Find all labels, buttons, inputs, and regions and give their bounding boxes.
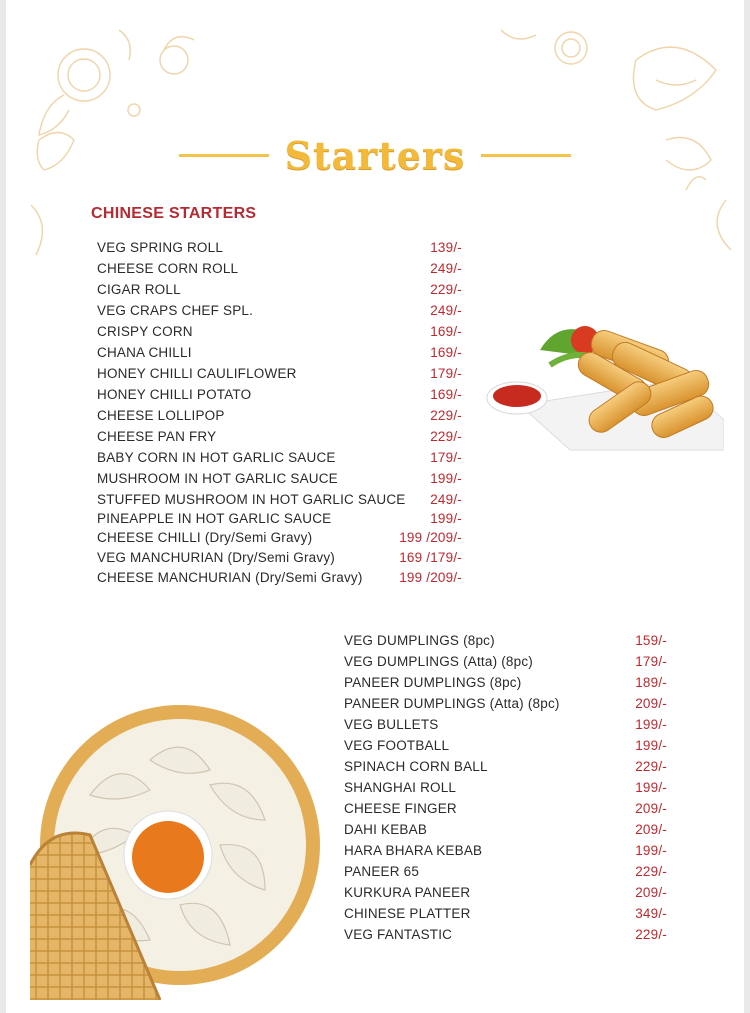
- item-price: 249/-: [430, 492, 462, 507]
- menu-item: [97, 303, 462, 323]
- menu-item: [344, 633, 667, 653]
- item-name: VEG CRAPS CHEF SPL.: [97, 303, 254, 318]
- item-price: 199/-: [635, 780, 667, 795]
- menu-item: [97, 492, 462, 512]
- item-price: 199 /209/-: [399, 570, 462, 585]
- menu-item: [97, 550, 462, 570]
- item-name: VEG BULLETS: [344, 717, 439, 732]
- menu-item: [97, 570, 462, 590]
- item-name: CHEESE CHILLI (Dry/Semi Gravy): [97, 530, 313, 545]
- item-price: 209/-: [635, 696, 667, 711]
- item-name: CRISPY CORN: [97, 324, 193, 339]
- item-price: 199/-: [635, 738, 667, 753]
- menu-item: [97, 530, 462, 550]
- item-price: 169/-: [430, 324, 462, 339]
- menu-item: [344, 864, 667, 884]
- menu-item: [97, 240, 462, 260]
- menu-item: [344, 696, 667, 716]
- menu-item: [344, 717, 667, 737]
- vegetable-doodle-icon: [696, 195, 736, 255]
- item-price: 249/-: [430, 303, 462, 318]
- item-price: 169/-: [430, 387, 462, 402]
- menu-item: [97, 324, 462, 344]
- item-name: VEG FANTASTIC: [344, 927, 453, 942]
- menu-item: [344, 801, 667, 821]
- menu-item: [344, 654, 667, 674]
- item-price: 249/-: [430, 261, 462, 276]
- vegetable-doodle-icon: [26, 200, 56, 260]
- item-name: CHANA CHILLI: [97, 345, 192, 360]
- title-banner: [6, 130, 744, 180]
- item-price: 229/-: [635, 927, 667, 942]
- item-name: CHINESE PLATTER: [344, 906, 471, 921]
- item-price: 229/-: [430, 408, 462, 423]
- item-price: 169 /179/-: [399, 550, 462, 565]
- menu-item: [344, 780, 667, 800]
- item-name: VEG DUMPLINGS (Atta) (8pc): [344, 654, 533, 669]
- menu-item: [97, 471, 462, 491]
- item-name: SHANGHAI ROLL: [344, 780, 457, 795]
- item-name: HARA BHARA KEBAB: [344, 843, 483, 858]
- menu-item: [97, 345, 462, 365]
- menu-item: [97, 261, 462, 281]
- menu-item: [97, 282, 462, 302]
- menu-page: [6, 0, 744, 1013]
- item-price: 199 /209/-: [399, 530, 462, 545]
- item-name: STUFFED MUSHROOM IN HOT GARLIC SAUCE: [97, 492, 406, 507]
- item-name: HONEY CHILLI CAULIFLOWER: [97, 366, 297, 381]
- item-name: CIGAR ROLL: [97, 282, 181, 297]
- menu-item: [97, 366, 462, 386]
- menu-item: [344, 843, 667, 863]
- menu-item: [97, 450, 462, 470]
- title-divider-right: [481, 154, 571, 157]
- item-name: PINEAPPLE IN HOT GARLIC SAUCE: [97, 511, 332, 526]
- item-price: 199/-: [635, 717, 667, 732]
- item-price: 179/-: [635, 654, 667, 669]
- item-name: VEG MANCHURIAN (Dry/Semi Gravy): [97, 550, 335, 565]
- item-price: 139/-: [430, 240, 462, 255]
- item-name: VEG DUMPLINGS (8pc): [344, 633, 495, 648]
- menu-item: [344, 906, 667, 926]
- item-name: CHEESE CORN ROLL: [97, 261, 239, 276]
- item-price: 229/-: [430, 429, 462, 444]
- item-price: 169/-: [430, 345, 462, 360]
- item-name: VEG SPRING ROLL: [97, 240, 224, 255]
- menu-item: [344, 738, 667, 758]
- menu-item: [344, 675, 667, 695]
- item-name: PANEER DUMPLINGS (8pc): [344, 675, 522, 690]
- item-name: DAHI KEBAB: [344, 822, 428, 837]
- item-price: 229/-: [430, 282, 462, 297]
- section-heading: CHINESE STARTERS: [91, 205, 257, 222]
- dumpling-steamer-photo: [30, 705, 320, 1000]
- item-name: CHEESE PAN FRY: [97, 429, 217, 444]
- menu-item: [344, 822, 667, 842]
- item-price: 199/-: [430, 511, 462, 526]
- item-name: CHEESE FINGER: [344, 801, 457, 816]
- item-name: MUSHROOM IN HOT GARLIC SAUCE: [97, 471, 338, 486]
- title-divider-left: [179, 154, 269, 157]
- menu-item: [344, 759, 667, 779]
- menu-item: [344, 927, 667, 947]
- item-price: 209/-: [635, 885, 667, 900]
- item-name: PANEER DUMPLINGS (Atta) (8pc): [344, 696, 560, 711]
- menu-item: [97, 387, 462, 407]
- item-price: 179/-: [430, 450, 462, 465]
- item-price: 189/-: [635, 675, 667, 690]
- item-name: BABY CORN IN HOT GARLIC SAUCE: [97, 450, 336, 465]
- menu-item: [97, 511, 462, 531]
- item-name: VEG FOOTBALL: [344, 738, 450, 753]
- menu-item: [344, 885, 667, 905]
- item-price: 229/-: [635, 864, 667, 879]
- item-name: KURKURA PANEER: [344, 885, 471, 900]
- item-price: 199/-: [635, 843, 667, 858]
- item-name: CHEESE LOLLIPOP: [97, 408, 225, 423]
- menu-item: [97, 429, 462, 449]
- item-price: 199/-: [430, 471, 462, 486]
- item-price: 209/-: [635, 801, 667, 816]
- item-price: 179/-: [430, 366, 462, 381]
- item-price: 209/-: [635, 822, 667, 837]
- item-name: CHEESE MANCHURIAN (Dry/Semi Gravy): [97, 570, 363, 585]
- item-price: 159/-: [635, 633, 667, 648]
- item-price: 229/-: [635, 759, 667, 774]
- item-name: SPINACH CORN BALL: [344, 759, 488, 774]
- spring-roll-photo: [480, 310, 724, 460]
- menu-item: [97, 408, 462, 428]
- item-price: 349/-: [635, 906, 667, 921]
- item-name: HONEY CHILLI POTATO: [97, 387, 252, 402]
- item-name: PANEER 65: [344, 864, 420, 879]
- page-title: Starters: [284, 132, 466, 178]
